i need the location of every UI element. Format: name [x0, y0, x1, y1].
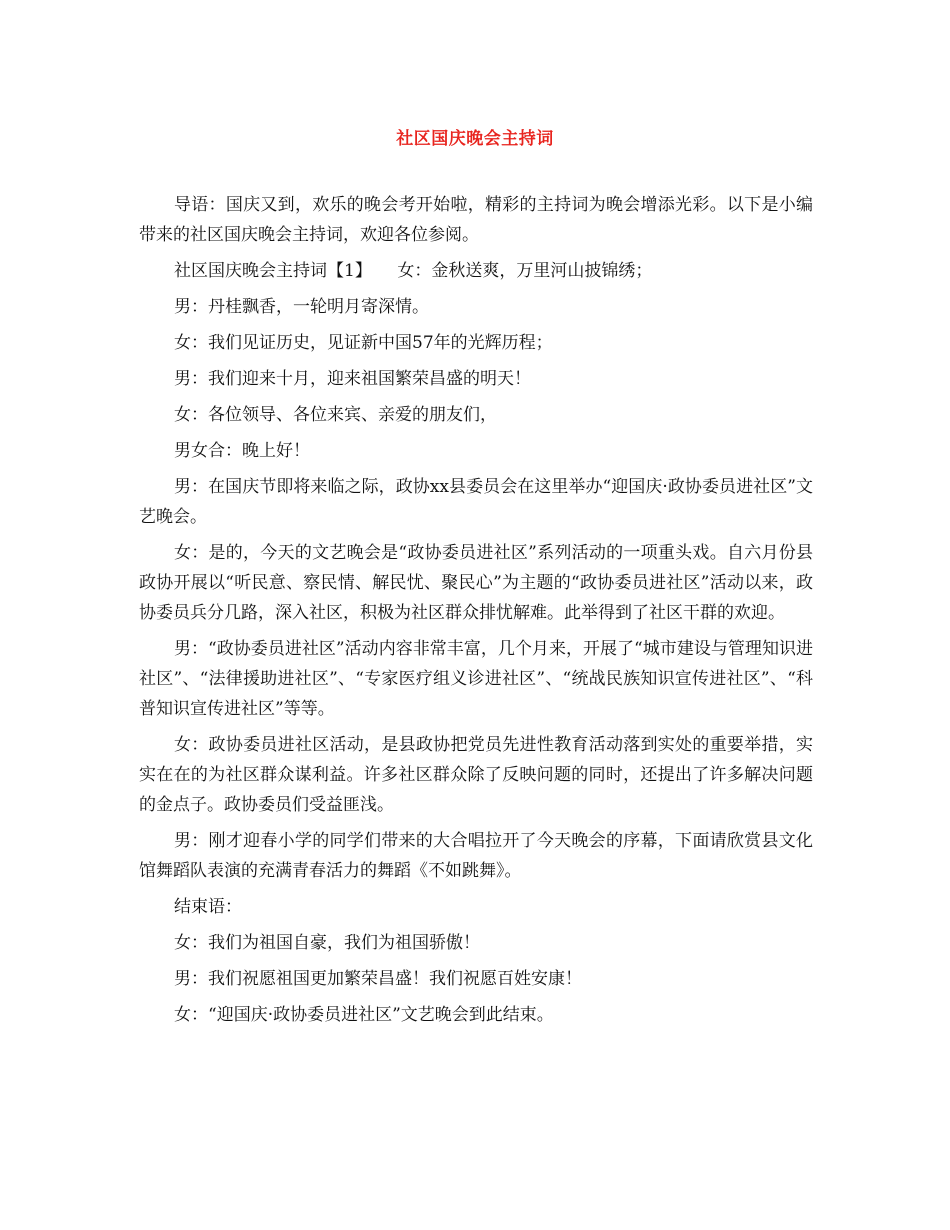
- paragraph: 男：刚才迎春小学的同学们带来的大合唱拉开了今天晚会的序幕，下面请欣赏县文化馆舞蹈队表演的充满青春活力的舞蹈《不如跳舞》。: [139, 831, 813, 881]
- paragraph: 女：各位领导、各位来宾、亲爱的朋友们，: [174, 405, 497, 425]
- paragraph: 女：是的，今天的文艺晚会是“政协委员进社区”系列活动的一项重头戏。自六月份县政协开展以“听民意、察民情、解民忧、聚民心”为主题的“政协委员进社区”活动以来，政协委员兵分几路，深入社区，积极为社区群众排忧解难。此举得到了社区干群的欢迎。: [139, 543, 813, 623]
- paragraph: 男女合：晚上好！: [174, 441, 310, 461]
- document-body: [139, 190, 813, 1030]
- paragraph: 女：政协委员进社区活动，是县政协把党员先进性教育活动落到实处的重要举措，实实在在的为社区群众谋利益。许多社区群众除了反映问题的同时，还提出了许多解决问题的金点子。政协委员们受益匪浅。: [139, 735, 813, 815]
- paragraph: 女：我们为祖国自豪，我们为祖国骄傲！: [174, 933, 480, 953]
- paragraph: 男：“政协委员进社区”活动内容非常丰富，几个月来，开展了“城市建设与管理知识进社区”、“法律援助进社区”、“专家医疗组义诊进社区”、“统战民族知识宣传进社区”、“科普知识宣传进社区”等等。: [139, 639, 813, 719]
- paragraph: 结束语：: [174, 897, 242, 917]
- paragraph: 男：我们迎来十月，迎来祖国繁荣昌盛的明天！: [174, 369, 531, 389]
- document-title: 社区国庆晚会主持词: [396, 129, 554, 149]
- paragraph: 社区国庆晚会主持词【1】 女：金秋送爽，万里河山披锦绣；: [174, 261, 653, 281]
- paragraph: 导语：国庆又到，欢乐的晚会考开始啦，精彩的主持词为晚会增添光彩。以下是小编带来的社区国庆晚会主持词，欢迎各位参阅。: [139, 195, 813, 245]
- paragraph: 男：在国庆节即将来临之际，政协xx县委员会在这里举办“迎国庆·政协委员进社区”文艺晚会。: [139, 477, 813, 527]
- paragraph: 女：我们见证历史，见证新中国57年的光辉历程；: [174, 333, 553, 353]
- paragraph: 男：我们祝愿祖国更加繁荣昌盛！我们祝愿百姓安康！: [174, 969, 582, 989]
- paragraph: 女：“迎国庆·政协委员进社区”文艺晚会到此结束。: [174, 1005, 554, 1025]
- paragraph: 男：丹桂飘香，一轮明月寄深情。: [174, 297, 429, 317]
